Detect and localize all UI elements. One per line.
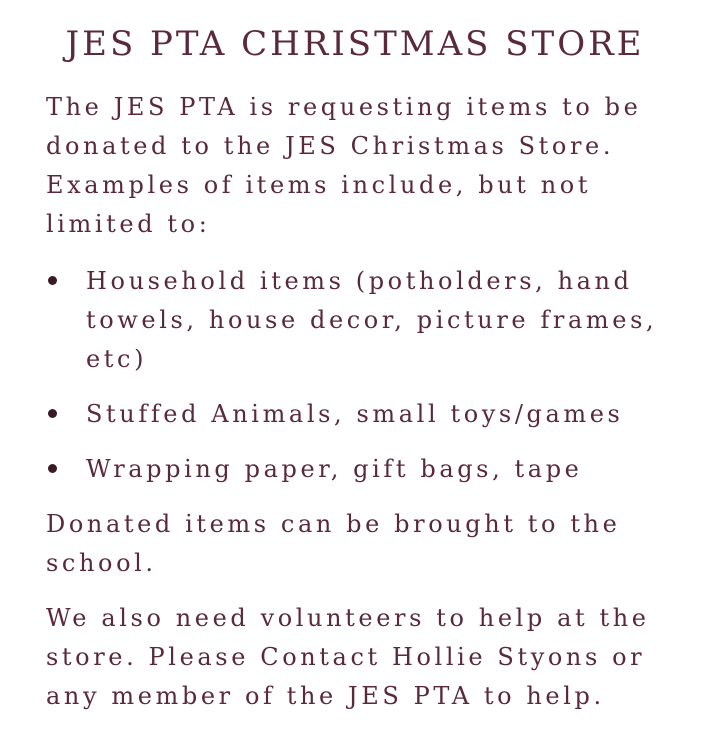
list-item-text [86,395,686,434]
items-list [46,262,686,379]
volunteer-line: store. Please Contact Hollie Styons or [46,643,646,671]
bullet-icon [48,276,57,285]
items-list-3 [46,450,686,489]
intro-line: donated to the JES Christmas Store. [46,132,615,160]
page-title: JES PTA CHRISTMAS STORE [65,24,645,64]
volunteer-line: We also need volunteers to help at the [46,604,650,632]
bullet-icon [48,409,57,418]
donation-line: Donated items can be brought to the [46,510,621,538]
list-item-household [46,262,686,379]
donation-line: school. [46,549,157,577]
volunteer-line: any member of the JES PTA to help. [46,682,605,710]
volunteer-paragraph [46,599,686,716]
list-item-wrapping [46,450,686,489]
intro-line: The JES PTA is requesting items to be [46,93,642,121]
list-item-line: Wrapping paper, gift bags, tape [86,455,583,483]
intro-line: Examples of items include, but not [46,171,592,199]
list-item-stuffed-animals [46,395,686,434]
list-item-line: etc) [86,345,148,373]
list-item-line: towels, house decor, picture frames, [86,306,658,334]
list-item-text [86,262,686,379]
intro-line: limited to: [46,210,211,238]
intro-paragraph [46,88,686,244]
list-item-line: Stuffed Animals, small toys/games [86,400,624,428]
list-item-line: Household items (potholders, hand [86,267,633,295]
list-item-text [86,450,686,489]
items-list-2 [46,395,686,434]
donation-paragraph [46,505,686,583]
bullet-icon [48,464,57,473]
